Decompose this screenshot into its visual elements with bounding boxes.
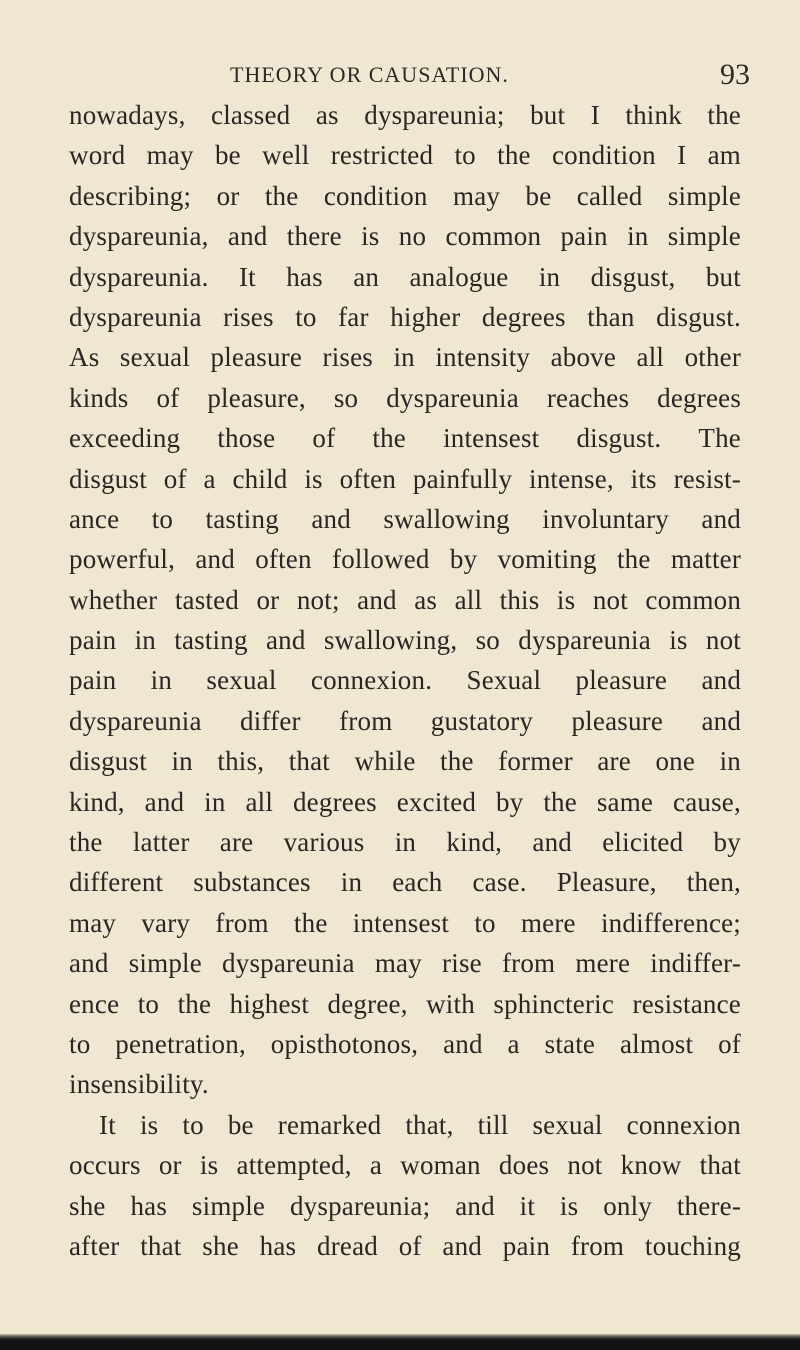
word: above — [550, 342, 617, 373]
word: from — [570, 1230, 625, 1261]
word: The — [698, 423, 741, 454]
word: or — [216, 180, 240, 211]
word: to — [151, 503, 174, 534]
word: of — [398, 1230, 422, 1261]
word: by — [713, 827, 741, 858]
word: the — [707, 100, 741, 130]
word: not — [567, 1150, 603, 1181]
word: and — [701, 503, 741, 534]
word: condition — [552, 140, 656, 171]
word: ance — [69, 503, 120, 534]
word: dyspareunia; — [289, 1190, 431, 1221]
word: all — [636, 342, 665, 373]
word: or — [158, 1150, 182, 1181]
word: is — [199, 1150, 219, 1181]
word: from — [339, 705, 393, 736]
word: all — [245, 786, 274, 817]
word: is — [361, 221, 380, 252]
word: there — [286, 221, 342, 252]
word: from — [501, 948, 556, 979]
word: resistance — [632, 988, 741, 1019]
word: think — [625, 100, 682, 130]
word: to — [137, 988, 160, 1019]
word: It — [238, 261, 256, 292]
page-number: 93 — [720, 58, 750, 91]
text-line — [69, 903, 741, 943]
word: pain — [69, 625, 117, 656]
text-line — [69, 620, 741, 660]
word: of — [156, 382, 180, 413]
word: the — [293, 907, 328, 938]
word: after — [69, 1230, 120, 1261]
word: often — [339, 463, 397, 494]
word: and — [227, 221, 268, 252]
word: does — [498, 1150, 550, 1181]
word: differ — [240, 705, 301, 736]
word: all — [454, 584, 483, 615]
word: swallowing — [383, 503, 510, 534]
word: dyspareunia — [69, 301, 202, 332]
word: dyspareunia — [518, 625, 651, 656]
word: may — [453, 180, 501, 211]
word: reaches — [546, 382, 630, 413]
word: called — [576, 180, 643, 211]
word: in — [538, 261, 561, 292]
word: and — [443, 1028, 483, 1059]
word: degrees — [481, 301, 566, 332]
running-head: THEORY OR CAUSATION. — [230, 62, 509, 87]
word: this, — [217, 746, 265, 777]
word: indiffer- — [650, 948, 742, 979]
word: pleasure — [571, 705, 664, 736]
text-line — [69, 822, 741, 862]
text-line — [69, 459, 741, 499]
text-line — [69, 1105, 741, 1145]
word: be — [525, 180, 552, 211]
word: pleasure — [575, 665, 668, 696]
word: a — [507, 1028, 520, 1059]
word: excited — [396, 786, 477, 817]
text-line — [69, 337, 741, 377]
word: may — [69, 907, 117, 938]
text-line — [69, 862, 741, 902]
word: may — [146, 140, 194, 171]
word: sphincteric — [493, 988, 615, 1019]
word: Sexual — [466, 665, 542, 696]
word: ence — [69, 988, 120, 1019]
word: of — [718, 1028, 741, 1059]
word: same — [596, 786, 654, 817]
word: that — [288, 746, 330, 777]
word: is — [139, 1109, 159, 1140]
word: as — [315, 100, 339, 130]
word: penetration, — [115, 1028, 246, 1059]
word: sexual — [532, 1109, 603, 1140]
word: tasting — [174, 625, 248, 656]
text-line — [69, 257, 741, 297]
word: exceeding — [69, 423, 181, 454]
word: has — [259, 1230, 297, 1261]
text-line — [69, 539, 741, 579]
word: involuntary — [542, 503, 669, 534]
word: in — [340, 867, 363, 898]
word: degree, — [327, 988, 408, 1019]
word: the — [616, 544, 651, 575]
word: vary — [141, 907, 191, 938]
word: and — [532, 827, 572, 858]
word: in — [134, 625, 156, 656]
word: often — [255, 544, 312, 575]
word: opisthotonos, — [270, 1028, 419, 1059]
word: in — [150, 665, 173, 696]
word: child — [232, 463, 288, 494]
word: or — [256, 584, 280, 615]
word: substances — [193, 867, 311, 898]
word: only — [603, 1190, 652, 1221]
word: each — [392, 867, 443, 898]
word: as — [414, 584, 438, 615]
word: there- — [676, 1190, 742, 1221]
word: intense, — [529, 463, 614, 494]
text-line — [69, 741, 741, 781]
word: of — [163, 463, 187, 494]
word: the — [543, 786, 577, 817]
word: vomiting — [497, 544, 597, 575]
text-line — [69, 216, 741, 256]
word: followed — [332, 544, 430, 575]
word: attempted, — [236, 1150, 352, 1181]
word: to — [295, 301, 317, 332]
word: are — [597, 746, 631, 777]
word: almost — [620, 1028, 694, 1059]
word: she — [202, 1230, 239, 1261]
word: that — [140, 1230, 182, 1261]
text-line — [69, 135, 741, 175]
word: not; — [296, 584, 340, 615]
word: is — [556, 584, 576, 615]
word: rises — [322, 342, 374, 373]
word: matter — [670, 544, 742, 575]
word: and — [455, 1190, 495, 1221]
word: and — [311, 503, 351, 534]
word: and — [144, 786, 185, 817]
word: so — [475, 625, 500, 656]
word: resist- — [673, 463, 741, 494]
word: the — [177, 988, 212, 1019]
word: the — [69, 827, 103, 858]
word: may — [374, 948, 422, 979]
word: so — [333, 382, 359, 413]
word: dyspareunia — [222, 948, 355, 979]
word: simple — [128, 948, 202, 979]
word: intensest — [443, 423, 540, 454]
word: well — [262, 140, 310, 171]
word: other — [684, 342, 742, 373]
word: she — [69, 1190, 106, 1221]
word: higher — [390, 301, 461, 332]
page-edge-shadow — [0, 1334, 800, 1350]
word: and — [701, 665, 742, 696]
word: it — [519, 1190, 536, 1221]
word: its — [630, 463, 657, 494]
word: dyspareunia. — [69, 261, 209, 292]
word: whether — [69, 584, 158, 615]
text-line — [69, 1024, 741, 1064]
word: those — [217, 423, 276, 454]
text-line — [69, 984, 741, 1024]
word: of — [312, 423, 336, 454]
word: is — [304, 463, 323, 494]
word: condition — [323, 180, 428, 211]
word: that, — [405, 1109, 454, 1140]
word: elicited — [602, 827, 684, 858]
word: word — [69, 140, 126, 171]
text-line — [69, 176, 741, 216]
word: pain — [69, 665, 117, 696]
word: one — [655, 746, 696, 777]
word: former — [498, 746, 573, 777]
word: As — [69, 342, 100, 373]
word: Pleasure, — [556, 867, 657, 898]
word: disgust. — [656, 301, 741, 332]
text-line — [69, 95, 741, 135]
word: pleasure, — [207, 382, 306, 413]
word: swallowing, — [323, 625, 458, 656]
word: in — [171, 746, 193, 777]
word: intensest — [352, 907, 450, 938]
word: classed — [211, 100, 291, 130]
word: dyspareunia — [386, 382, 519, 413]
word: and — [69, 948, 109, 979]
word: and — [701, 705, 742, 736]
word: in — [393, 342, 415, 373]
text-line — [69, 297, 741, 337]
word: I — [590, 100, 600, 130]
word: not — [705, 625, 742, 656]
text-line — [69, 499, 741, 539]
text-line — [69, 1186, 741, 1226]
word: mere — [520, 907, 576, 938]
text-line — [69, 701, 741, 741]
word: gustatory — [430, 705, 534, 736]
word: not — [592, 584, 628, 615]
word: tasting — [205, 503, 279, 534]
word: disgust. — [576, 423, 662, 454]
word: dyspareunia, — [69, 221, 209, 252]
word: this — [499, 584, 540, 615]
word: state — [544, 1028, 596, 1059]
word: are — [219, 827, 254, 858]
word: case. — [472, 867, 527, 898]
word: the — [372, 423, 406, 454]
word: dyspareunia — [69, 705, 202, 736]
word: disgust — [69, 463, 147, 494]
word: in — [394, 827, 417, 858]
word: degrees — [292, 786, 377, 817]
word: sexual — [119, 342, 191, 373]
word: disgust — [69, 746, 147, 777]
word: and — [357, 584, 397, 615]
text-line — [69, 1145, 741, 1185]
word: in — [719, 746, 741, 777]
word: common — [445, 221, 542, 252]
word: latter — [132, 827, 190, 858]
word: has — [130, 1190, 168, 1221]
word: mere — [575, 948, 631, 979]
word: painfully — [412, 463, 513, 494]
word: no — [398, 221, 427, 252]
word: from — [215, 907, 269, 938]
word: by — [449, 544, 478, 575]
text-line — [69, 378, 741, 418]
word: but — [530, 100, 566, 130]
word: to — [69, 1028, 91, 1059]
word: am — [707, 140, 741, 171]
word: connexion — [626, 1109, 741, 1140]
word: occurs — [69, 1150, 141, 1181]
word: restricted — [330, 140, 434, 171]
word: then, — [686, 867, 742, 898]
word: the — [440, 746, 474, 777]
word: but — [705, 261, 741, 292]
word: till — [477, 1109, 509, 1140]
word: sexual — [206, 665, 277, 696]
word: be — [227, 1109, 254, 1140]
word: an — [353, 261, 380, 292]
word: by — [496, 786, 524, 817]
word: I — [677, 140, 687, 171]
text-line — [69, 943, 741, 983]
word: be — [214, 140, 241, 171]
word: that — [699, 1150, 741, 1181]
word: insensibility. — [69, 1069, 209, 1100]
word: far — [338, 301, 369, 332]
word: to — [474, 907, 496, 938]
word: different — [69, 867, 164, 898]
word: disgust, — [590, 261, 676, 292]
word: touching — [644, 1230, 741, 1261]
word: and — [442, 1230, 482, 1261]
word: the — [264, 180, 299, 211]
text-line — [69, 1226, 741, 1266]
word: kind, — [69, 786, 125, 817]
word: intensity — [435, 342, 531, 373]
word: in — [627, 221, 649, 252]
word: degrees — [657, 382, 742, 413]
word: the — [497, 140, 531, 171]
word: while — [354, 746, 416, 777]
word: nowadays, — [69, 100, 186, 130]
word: connexion. — [310, 665, 433, 696]
text-line — [69, 418, 741, 458]
word: a — [203, 463, 216, 494]
word: is — [669, 625, 688, 656]
word: in — [204, 786, 226, 817]
word: simple — [667, 221, 741, 252]
word: and — [265, 625, 306, 656]
word: is — [559, 1190, 579, 1221]
word: simple — [191, 1190, 266, 1221]
text-line — [69, 580, 741, 620]
word: remarked — [277, 1109, 382, 1140]
word: dyspareunia; — [364, 100, 505, 130]
word: has — [286, 261, 323, 292]
word: pain — [560, 221, 608, 252]
word: know — [620, 1150, 682, 1181]
text-line — [69, 660, 741, 700]
word: than — [587, 301, 635, 332]
text-line — [69, 782, 741, 822]
word: cause, — [673, 786, 741, 817]
word: pleasure — [210, 342, 303, 373]
word: woman — [400, 1150, 481, 1181]
word: pain — [502, 1230, 551, 1261]
word: indifference; — [600, 907, 742, 938]
word: to — [454, 140, 476, 171]
word: powerful, — [69, 544, 176, 575]
word: to — [182, 1109, 204, 1140]
word: and — [195, 544, 235, 575]
word: rises — [223, 301, 274, 332]
word: analogue — [409, 261, 509, 292]
word: common — [645, 584, 742, 615]
word: kinds — [69, 382, 129, 413]
word: simple — [667, 180, 742, 211]
word: dread — [317, 1230, 378, 1261]
body-text — [69, 95, 741, 1266]
word: describing; — [69, 180, 192, 211]
word: kind, — [446, 827, 503, 858]
word: various — [283, 827, 365, 858]
word: rise — [442, 948, 482, 979]
word: highest — [229, 988, 310, 1019]
text-line — [69, 1064, 741, 1104]
word: It — [99, 1109, 116, 1140]
word: tasted — [174, 584, 240, 615]
word: a — [369, 1150, 383, 1181]
word: with — [426, 988, 475, 1019]
